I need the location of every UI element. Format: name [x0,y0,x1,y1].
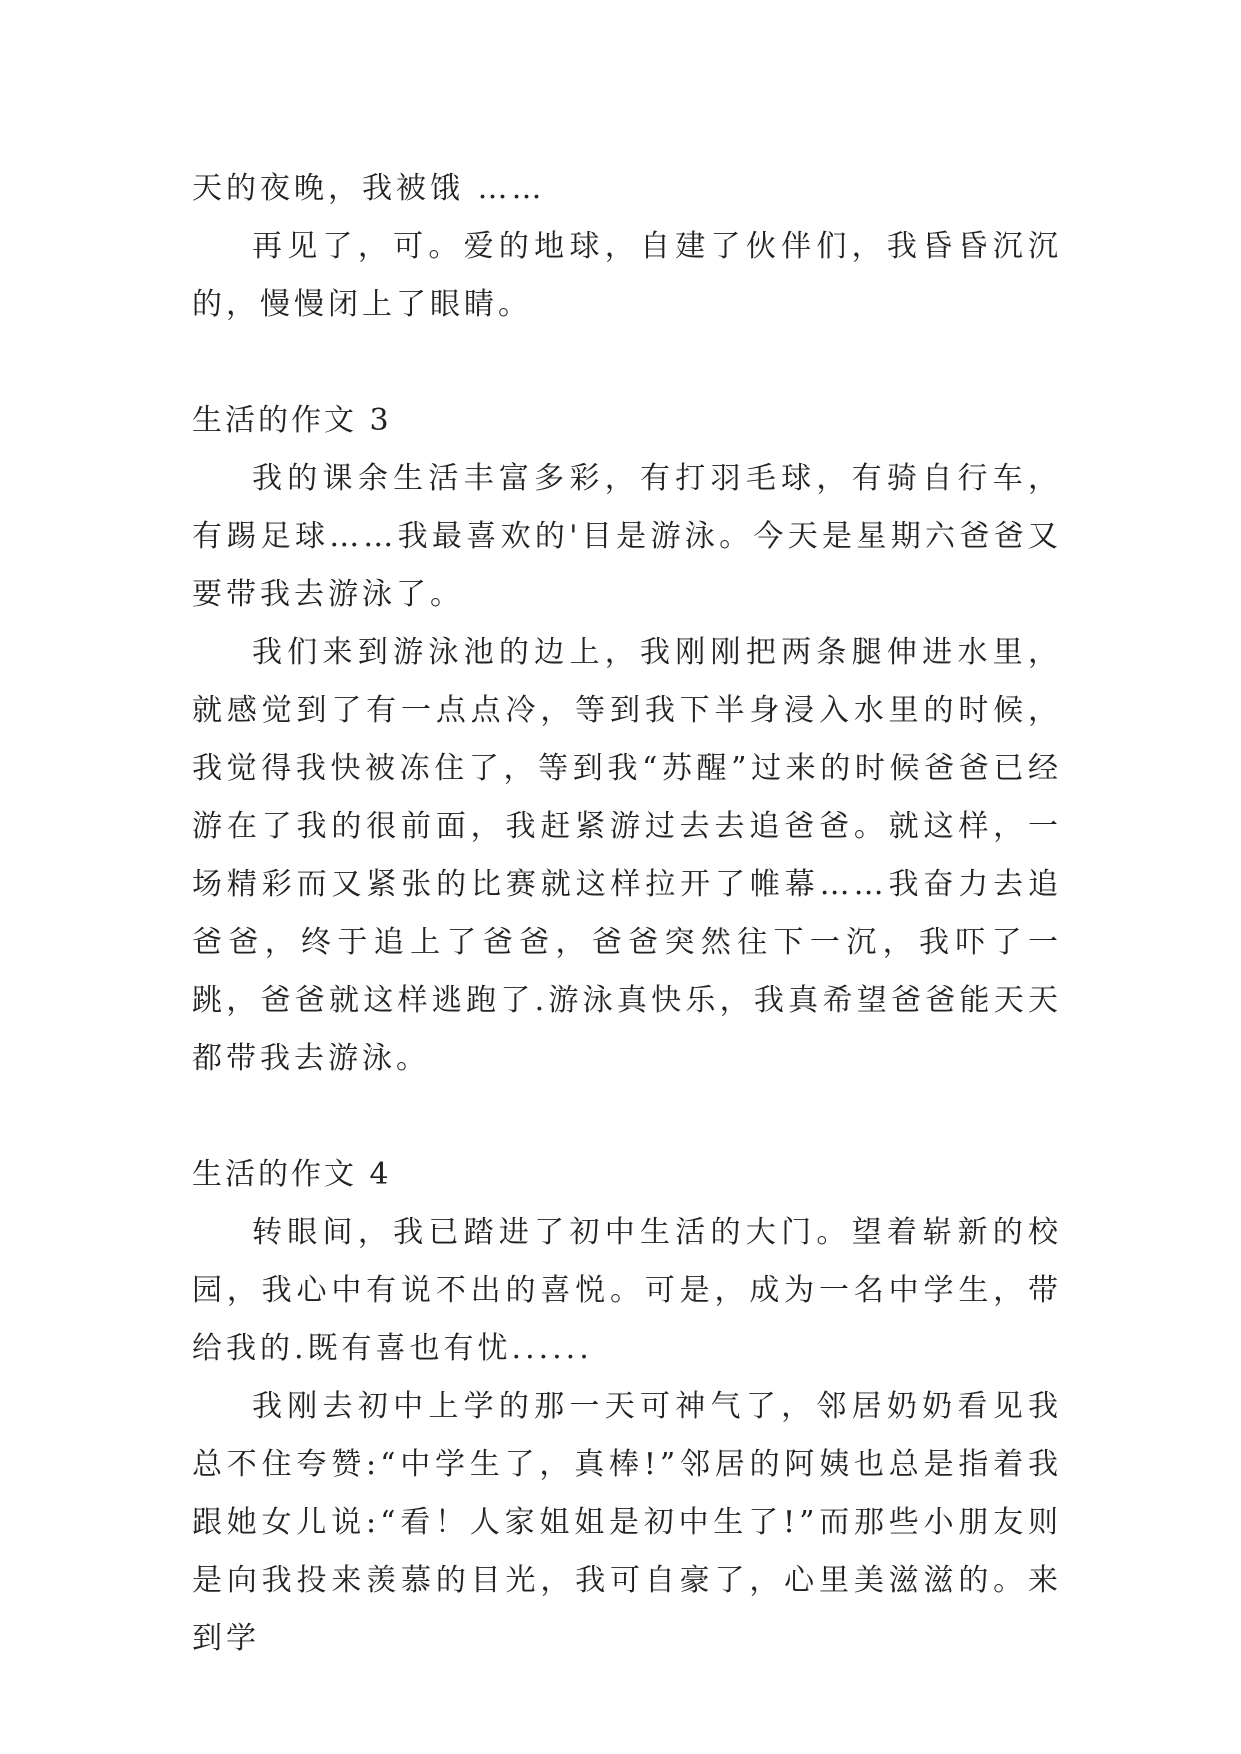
document-body [192,160,1062,1668]
section-spacer [192,1088,1062,1146]
paragraph: 我的课余生活丰富多彩，有打羽毛球，有骑自行车，有踢足球……我最喜欢的'目是游泳。今天是星期六爸爸又要带我去游泳了。 [192,461,1062,612]
paragraph: 我们来到游泳池的边上，我刚刚把两条腿伸进水里，就感觉到了有一点点冷，等到我下半身浸入水里的时候，我觉得我快被冻住了，等到我“苏醒”过来的时候爸爸已经游在了我的很前面，我赶紧游过去去追爸爸。就这样，一场精彩而又紧张的比赛就这样拉开了帷幕……我奋力去追爸爸，终于追上了爸爸，爸爸突然往下一沉，我吓了一跳，爸爸就这样逃跑了.游泳真快乐，我真希望爸爸能天天都带我去游泳。 [192,635,1062,1076]
paragraph-continuation: 天的夜晚，我被饿 …… [192,171,546,206]
paragraph: 再见了，可。爱的地球，自建了伙伴们，我昏昏沉沉的，慢慢闭上了眼睛。 [192,229,1062,322]
paragraph: 转眼间，我已踏进了初中生活的大门。望着崭新的校园，我心中有说不出的喜悦。可是，成为一名中学生，带给我的.既有喜也有忧...... [192,1215,1062,1366]
section-heading-4: 生活的作文 4 [192,1157,392,1192]
paragraph: 我刚去初中上学的那一天可神气了，邻居奶奶看见我总不住夸赞:“中学生了，真棒!”邻居的阿姨也总是指着我跟她女儿说:“看！人家姐姐是初中生了!”而那些小朋友则是向我投来羡慕的目光，我可自豪了，心里美滋滋的。来到学 [192,1389,1062,1656]
section-heading-3: 生活的作文 3 [192,403,392,438]
section-spacer [192,334,1062,392]
